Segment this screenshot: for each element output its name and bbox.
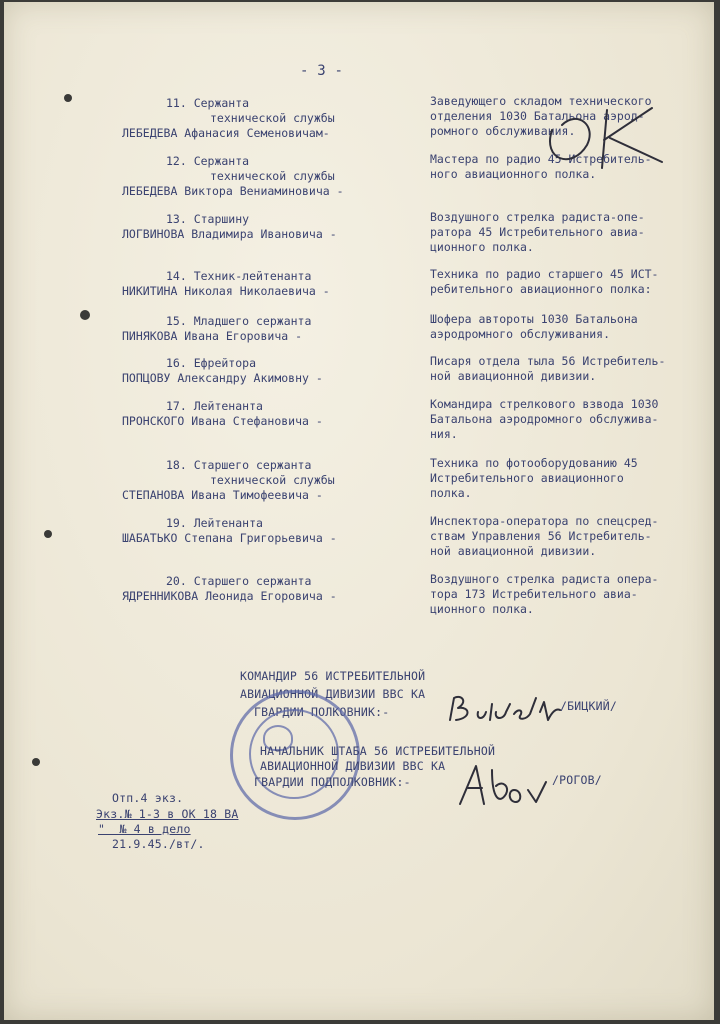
entry-line: 14. Техник-лейтенанта (166, 269, 312, 283)
position-line: Мастера по радио 45 Истребитель- (430, 152, 652, 166)
entry-line: 16. Ефрейтора (166, 356, 257, 370)
entry-line: ПРОНСКОГО Ивана Стефановича - (122, 414, 323, 428)
position-line: тора 173 Истребительного авиа- (430, 587, 638, 601)
entry-line: 17. Лейтенанта (166, 399, 263, 413)
position-line: ционного полка. (430, 240, 534, 254)
footer-copies: Отп.4 экз. (112, 791, 184, 805)
position-line: Писаря отдела тыла 56 Истребитель- (430, 354, 666, 368)
position-line: ребительного авиационного полка: (430, 282, 652, 296)
position-line: ной авиационной дивизии. (430, 369, 597, 383)
position-line: Истребительного авиационного (430, 471, 624, 485)
punch-hole (80, 310, 90, 320)
entry-line: 15. Младшего сержанта (166, 314, 312, 328)
commander-signature (444, 692, 564, 728)
entry-line: ЯДРЕННИКОВА Леонида Егоровича - (122, 589, 337, 603)
position-line: ромного обслуживания. (430, 124, 576, 138)
handwritten-mark (532, 90, 682, 180)
entry-line: ЛЕБЕДЕВА Афанасия Семеновичам- (122, 126, 330, 140)
position-line: Батальона аэродромного обслужива- (430, 412, 659, 426)
document-page (4, 2, 714, 1020)
position-line: полка. (430, 486, 472, 500)
chief-name: /РОГОВ/ (552, 773, 602, 787)
footer-distribution: Экз.№ 1-3 в ОК 18 ВА (96, 807, 239, 821)
entry-line: ЛОГВИНОВА Владимира Ивановича - (122, 227, 337, 241)
commander-line-1: КОМАНДИР 56 ИСТРЕБИТЕЛЬНОЙ (240, 669, 426, 683)
position-line: аэродромного обслуживания. (430, 327, 611, 341)
punch-hole (32, 758, 40, 766)
commander-name: /БИЦКИЙ/ (560, 699, 617, 713)
entry-line: 12. Сержанта (166, 154, 250, 168)
position-line: Заведующего складом технического (430, 94, 652, 108)
punch-hole (44, 530, 52, 538)
commander-line-3: ГВАРДИИ ПОЛКОВНИК:- (254, 705, 390, 719)
position-line: Командира стрелкового взвода 1030 (430, 397, 659, 411)
position-line: Инспектора-оператора по спецсред- (430, 514, 659, 528)
entry-line: ПОПЦОВУ Александру Акимовну - (122, 371, 323, 385)
entry-line: 11. Сержанта (166, 96, 250, 110)
page-number: - 3 - (300, 63, 344, 79)
entry-line: 19. Лейтенанта (166, 516, 263, 530)
position-line: ратора 45 Истребительного авиа- (430, 225, 645, 239)
position-line: ния. (430, 427, 458, 441)
entry-line: 13. Старшину (166, 212, 250, 226)
position-line: Воздушного стрелка радиста опера- (430, 572, 659, 586)
position-line: Техника по фотооборудованию 45 (430, 456, 638, 470)
entry-line: технической службы (210, 111, 335, 125)
chief-signature (456, 760, 556, 810)
position-line: ствам Управления 56 Истребитель- (430, 529, 652, 543)
position-line: ного авиационного полка. (430, 167, 597, 181)
position-line: Шофера автороты 1030 Батальона (430, 312, 638, 326)
chief-line-2: АВИАЦИОННОЙ ДИВИЗИИ ВВС КА (260, 759, 446, 773)
entry-line: технической службы (210, 169, 335, 183)
entry-line: 18. Старшего сержанта (166, 458, 312, 472)
entry-line: СТЕПАНОВА Ивана Тимофеевича - (122, 488, 323, 502)
chief-line-3: ГВАРДИИ ПОДПОЛКОВНИК:- (254, 775, 411, 789)
footer-file: " № 4 в дело (98, 822, 191, 836)
position-line: ной авиационной дивизии. (430, 544, 597, 558)
position-line: ционного полка. (430, 602, 534, 616)
entry-line: НИКИТИНА Николая Николаевича - (122, 284, 330, 298)
entry-line: 20. Старшего сержанта (166, 574, 312, 588)
entry-line: технической службы (210, 473, 335, 487)
position-line: отделения 1030 Батальона аэрод- (430, 109, 645, 123)
commander-line-2: АВИАЦИОННОЙ ДИВИЗИИ ВВС КА (240, 687, 426, 701)
entry-line: ЛЕБЕДЕВА Виктора Вениаминовича - (122, 184, 344, 198)
position-line: Техника по радио старшего 45 ИСТ- (430, 267, 659, 281)
punch-hole (64, 94, 72, 102)
entry-line: ШАБАТЬКО Степана Григорьевича - (122, 531, 337, 545)
entry-line: ПИНЯКОВА Ивана Егоровича - (122, 329, 303, 343)
footer-date: 21.9.45./вт/. (112, 837, 205, 851)
chief-line-1: НАЧАЛЬНИК ШТАБА 56 ИСТРЕБИТЕЛЬНОЙ (260, 744, 496, 758)
position-line: Воздушного стрелка радиста-опе- (430, 210, 645, 224)
